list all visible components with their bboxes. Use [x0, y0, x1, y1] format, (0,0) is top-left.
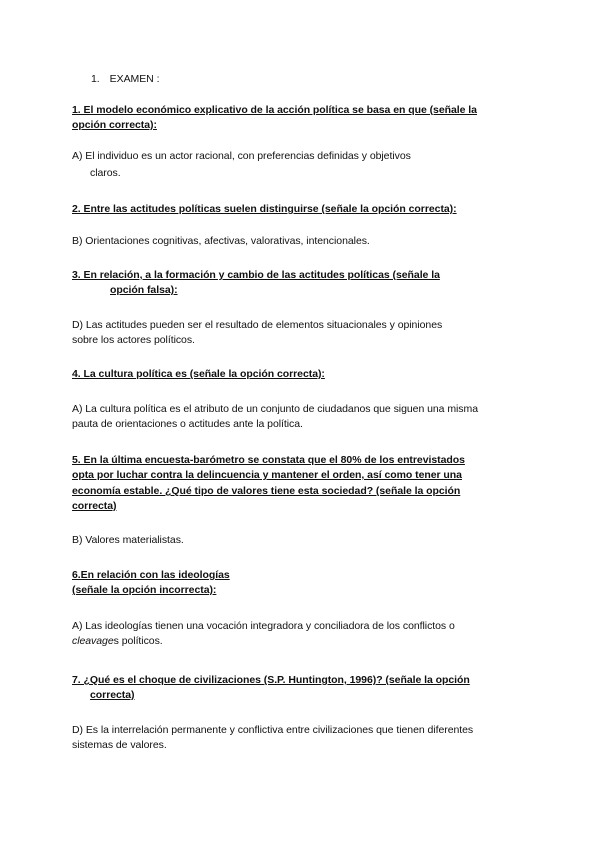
answer-6-line-1: A) Las ideologías tienen una vocación integradora y conciliadora de los conflictos o — [72, 620, 455, 632]
question-5-line-4: correcta) — [72, 500, 117, 512]
answer-7-line-1: D) Es la interrelación permanente y conflictiva entre civilizaciones que tienen diferentes — [72, 724, 474, 736]
answer-2-line-1: B) Orientaciones cognitivas, afectivas, valorativas, intencionales. — [72, 235, 370, 247]
answer-4-line-1: A) La cultura política es el atributo de un conjunto de ciudadanos que siguen una misma — [72, 403, 478, 415]
exam-heading — [91, 72, 159, 87]
answer-6-line-2-rest: s políticos. — [113, 635, 163, 647]
answer-3-line-1: D) Las actitudes pueden ser el resultado de elementos situacionales y opiniones — [72, 319, 443, 331]
question-6-line-1: 6.En relación con las ideologías — [72, 569, 230, 581]
answer-6-line-2 — [72, 634, 163, 649]
question-5-line-2: opta por luchar contra la delincuencia y mantener el orden, así como tener una — [72, 469, 462, 481]
answer-5-line-1: B) Valores materialistas. — [72, 534, 184, 546]
answer-7-line-2: sistemas de valores. — [72, 739, 167, 751]
question-3-line-1: 3. En relación, a la formación y cambio de las actitudes políticas (señale la — [72, 269, 440, 281]
answer-3-line-2: sobre los actores políticos. — [72, 334, 195, 346]
answer-1-line-1: A) El individuo es un actor racional, con preferencias definidas y objetivos — [72, 150, 411, 162]
question-3-line-2: opción falsa): — [110, 284, 178, 296]
heading-title: EXAMEN : — [109, 73, 160, 85]
question-5-line-1: 5. En la última encuesta-barómetro se constata que el 80% de los entrevistados — [72, 454, 465, 466]
question-6-line-2: (señale la opción incorrecta): — [72, 584, 217, 596]
cleavage-term: cleavage — [72, 635, 114, 647]
heading-number: 1. — [91, 73, 100, 85]
question-7-line-2: correcta) — [90, 689, 135, 701]
question-2-line-1: 2. Entre las actitudes políticas suelen distinguirse (señale la opción correcta): — [72, 203, 457, 215]
answer-1-line-2: claros. — [90, 167, 121, 179]
question-1-line-2: opción correcta): — [72, 119, 157, 131]
question-1-line-1: 1. El modelo económico explicativo de la acción política se basa en que (señale la — [72, 104, 477, 116]
question-5-line-3: economía estable. ¿Qué tipo de valores tiene esta sociedad? (señale la opción — [72, 485, 461, 497]
answer-4-line-2: pauta de orientaciones o actitudes ante la política. — [72, 418, 303, 430]
question-7-line-1: 7. ¿Qué es el choque de civilizaciones (S.P. Huntington, 1996)? (señale la opción — [72, 674, 470, 686]
question-4-line-1: 4. La cultura política es (señale la opción correcta): — [72, 368, 325, 380]
